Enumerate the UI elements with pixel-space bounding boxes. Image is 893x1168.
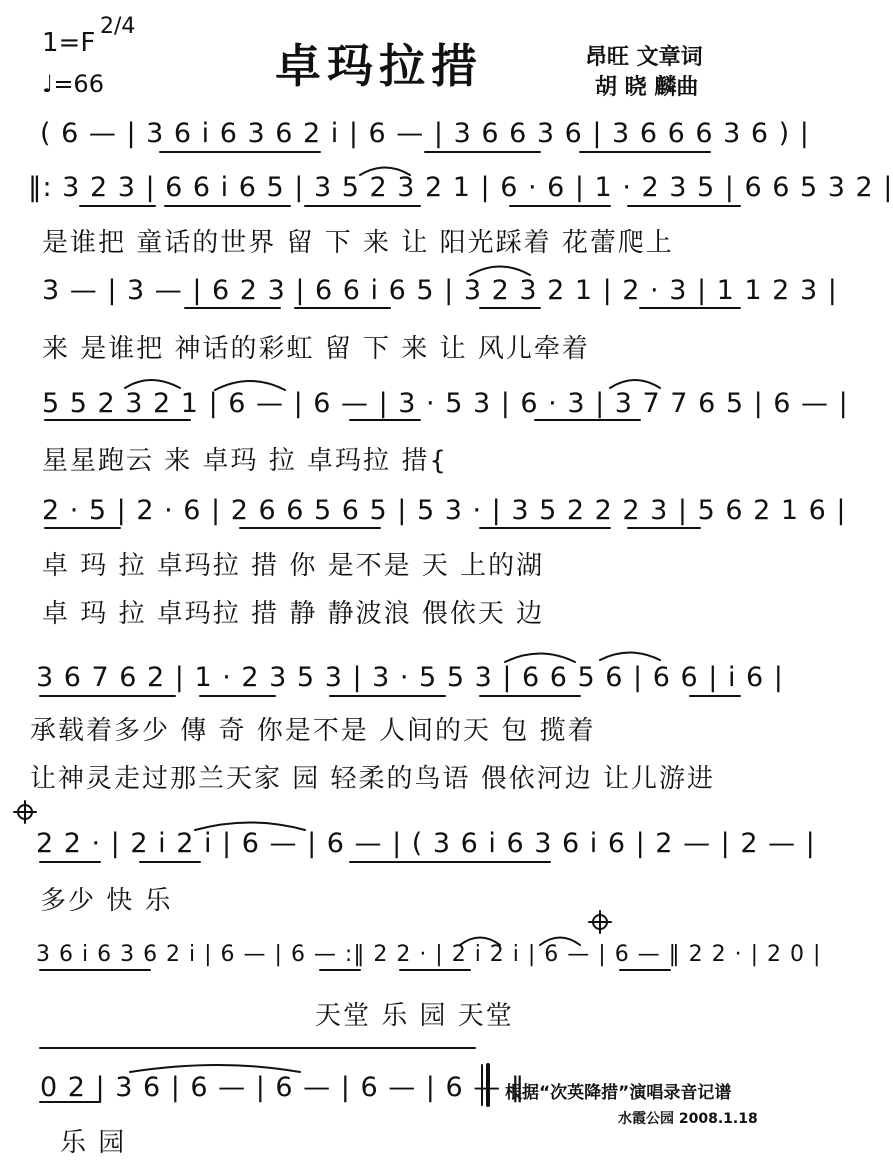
score-row-9-notes: 0 2 | 3 6 | 6 — | 6 — | 6 — | 6 — ‖	[40, 1072, 526, 1103]
composer-credit: 胡 晓 麟曲	[595, 75, 699, 100]
score-row-6-lyrics-verse-1: 承载着多少 傳 奇 你是不是 人间的天 包 揽着	[30, 716, 596, 746]
score-row-5-lyrics-verse-1: 卓 玛 拉 卓玛拉 措 你 是不是 天 上的湖	[42, 551, 545, 581]
score-row-6-notes: 3 6 7 6 2 | 1 · 2 3 5 3 | 3 · 5 5 3 | 6 6 5 6 | 6 6 | i 6 |	[36, 662, 784, 693]
lyricist-credit: 昂旺 文章词	[585, 45, 703, 70]
score-row-4-notes: 5 5 2 3 2 1 | 6 — | 6 — | 3 · 5 3 | 6 · 3 | 3 7 7 6 5 | 6 — |	[42, 388, 849, 419]
score-row-5-lyrics-verse-2: 卓 玛 拉 卓玛拉 措 静 静波浪 偎依天 边	[42, 599, 545, 629]
slur-mark	[460, 938, 500, 946]
score-row-6-lyrics-verse-2: 让神灵走过那兰天家 园 轻柔的鸟语 偎依河边 让儿游进	[30, 764, 716, 794]
song-title: 卓玛拉措	[275, 39, 483, 93]
score-row-3-lyrics: 来 是谁把 神话的彩虹 留 下 来 让 风儿牵着	[42, 334, 590, 364]
score-row-2-notes: ‖: 3 2 3 | 6 6 i 6 5 | 3 5 2 3 2 1 | 6 · 6 | 1 · 2 3 5 | 6 6 5 3 2 |	[28, 172, 893, 203]
slur-mark	[600, 653, 660, 661]
score-row-3-notes: 3 — | 3 — | 6 2 3 | 6 6 i 6 5 | 3 2 3 2 1 | 2 · 3 | 1 1 2 3 |	[42, 275, 838, 306]
slur-mark	[505, 654, 575, 663]
slur-mark	[610, 380, 660, 388]
score-row-7-lyrics: 多少 快 乐	[40, 886, 173, 916]
transcription-source-note: 根据“次英降措”演唱录音记谱	[505, 1083, 732, 1103]
score-row-1-notes: ( 6 — | 3 6 i 6 3 6 2 i | 6 — | 3 6 6 3 6 | 3 6 6 6 3 6 ) |	[40, 118, 810, 149]
slur-mark	[195, 823, 305, 831]
slur-mark	[360, 168, 410, 176]
score-row-2-lyrics: 是谁把 童话的世界 留 下 来 让 阳光踩着 花蕾爬上	[42, 228, 674, 258]
signature-and-date: 水霞公园 2008.1.18	[618, 1111, 758, 1127]
slur-mark	[470, 267, 530, 276]
slur-mark	[215, 381, 285, 390]
score-row-9-lyrics: 乐 园	[60, 1128, 127, 1158]
score-row-5-notes: 2 · 5 | 2 · 6 | 2 6 6 5 6 5 | 5 3 · | 3 5 2 2 2 3 | 5 6 2 1 6 |	[42, 495, 847, 526]
score-row-8-notes: 3 6 i 6 3 6 2 i | 6 — | 6 — :‖ 2 2 · | 2 i 2 i | 6 — | 6 — ‖ 2 2 · | 2 0 |	[36, 942, 822, 967]
key-signature: 1=F	[42, 28, 96, 58]
slur-mark	[130, 1065, 300, 1072]
slur-mark	[125, 380, 180, 388]
slur-mark	[540, 938, 580, 946]
tempo-marking: ♩=66	[42, 70, 104, 98]
score-row-8-lyrics: 天堂 乐 园 天堂	[315, 1001, 514, 1031]
time-signature: 2/4	[100, 14, 136, 39]
score-row-7-notes: 2 2 · | 2 i 2 i | 6 — | 6 — | ( 3 6 i 6 3 6 i 6 | 2 — | 2 — |	[36, 828, 816, 859]
score-row-4-lyrics: 星星跑云 来 卓玛 拉 卓玛拉 措{	[42, 446, 448, 476]
